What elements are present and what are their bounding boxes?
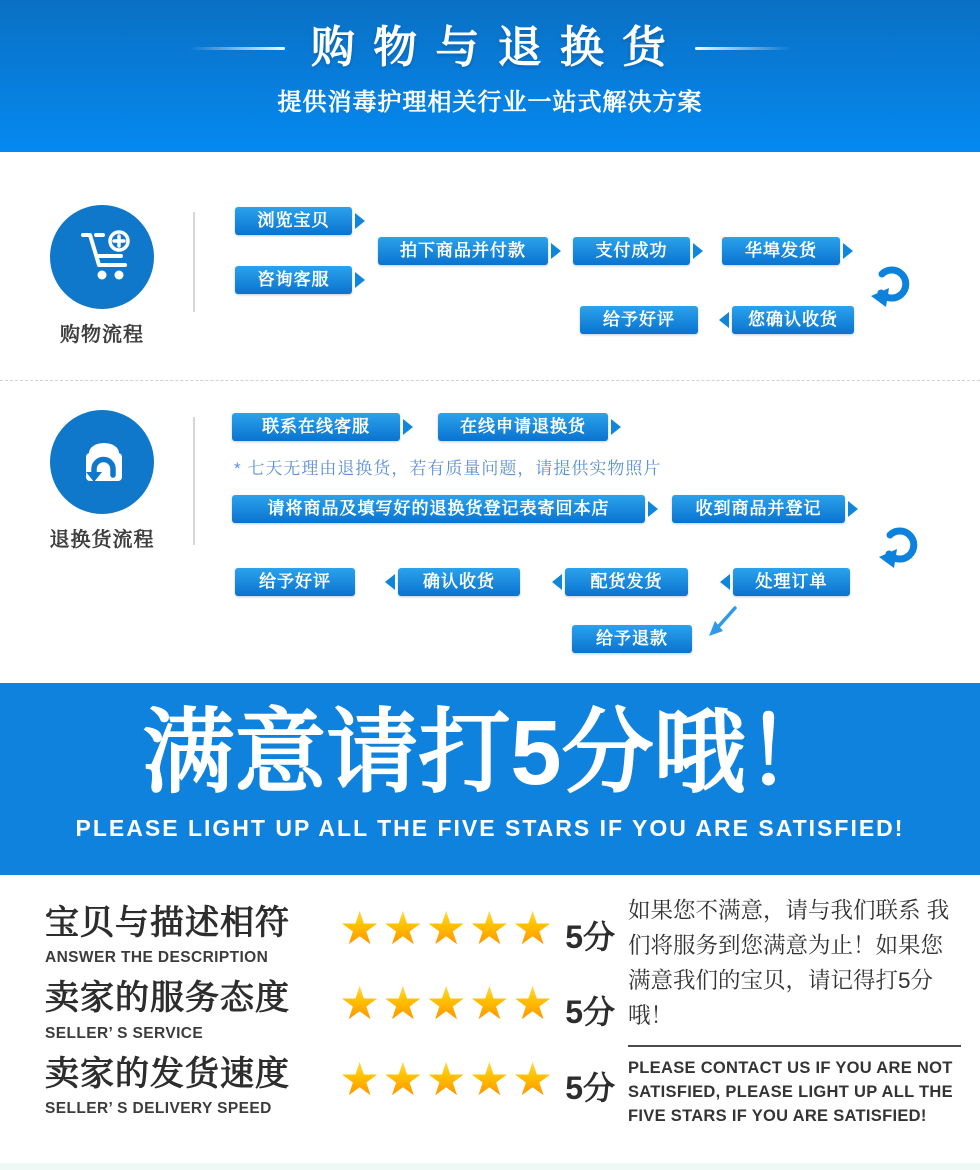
rating-row-delivery bbox=[45, 1052, 616, 1118]
shopping-flow-label: 购物流程 bbox=[60, 324, 144, 346]
flow-step-pay-success: 支付成功 bbox=[573, 237, 690, 265]
rating-section bbox=[0, 875, 980, 1163]
flow-step-refund: 给予退款 bbox=[572, 625, 692, 653]
decorative-line-right bbox=[695, 47, 791, 50]
divider bbox=[628, 1045, 961, 1047]
page-title: 购 物 与 退 换 货 bbox=[310, 23, 670, 72]
flow-step-process-order: 处理订单 bbox=[733, 568, 850, 596]
bottom-strip bbox=[0, 1163, 980, 1170]
loop-arrow-icon bbox=[876, 523, 922, 574]
flow-step-ship: 华埠发货 bbox=[722, 237, 840, 265]
rating-row-service bbox=[45, 977, 616, 1042]
rating-rows bbox=[45, 902, 616, 1131]
score-label: 5分 bbox=[565, 994, 616, 1031]
flow-step-consult: 咨询客服 bbox=[235, 266, 352, 294]
flow-step-order-pay: 拍下商品并付款 bbox=[378, 237, 548, 265]
header-banner bbox=[0, 0, 980, 152]
flow-step-apply-return: 在线申请退换货 bbox=[438, 413, 608, 441]
rating-label-cn: 卖家的发货速度 bbox=[45, 1054, 290, 1093]
rating-label-en: SELLER’ S DELIVERY SPEED bbox=[45, 1100, 272, 1118]
score-label: 5分 bbox=[565, 919, 616, 955]
decorative-line-left bbox=[189, 47, 285, 50]
return-flow-section bbox=[0, 405, 980, 675]
returns-circle-badge bbox=[50, 410, 154, 514]
flow-step-dispatch: 配货发货 bbox=[565, 568, 688, 596]
diagonal-arrow-icon bbox=[704, 603, 740, 646]
vertical-divider bbox=[193, 417, 195, 545]
return-policy-note: * 七天无理由退换货，若有质量问题，请提供实物照片 bbox=[234, 459, 662, 478]
rating-row-description bbox=[45, 902, 616, 967]
flow-step-confirm-receipt: 您确认收货 bbox=[732, 306, 854, 334]
flow-step-confirm-receipt: 确认收货 bbox=[398, 568, 520, 596]
section-divider bbox=[0, 380, 980, 381]
return-flow-canvas bbox=[220, 405, 980, 675]
star-icon: ★★★★★ bbox=[339, 902, 556, 954]
vertical-divider bbox=[193, 212, 195, 312]
flow-step-browse: 浏览宝贝 bbox=[235, 207, 352, 235]
rating-label-cn: 卖家的服务态度 bbox=[45, 979, 290, 1018]
shopping-flow-section bbox=[0, 200, 980, 380]
contact-note bbox=[628, 893, 961, 1128]
rating-label-cn: 宝贝与描述相符 bbox=[45, 904, 290, 942]
star-icon: ★★★★★ bbox=[339, 1052, 556, 1105]
banner-title: 满意请打5分哦！ bbox=[142, 702, 838, 804]
package-return-icon bbox=[66, 424, 138, 501]
satisfaction-banner bbox=[0, 683, 980, 875]
flow-step-praise: 给予好评 bbox=[580, 306, 698, 334]
shopping-flow-canvas bbox=[220, 200, 980, 380]
cart-plus-icon bbox=[66, 219, 138, 296]
rating-label-en: SELLER’ S SERVICE bbox=[45, 1024, 204, 1042]
score-label: 5分 bbox=[565, 1069, 616, 1106]
banner-subtitle: PLEASE LIGHT UP ALL THE FIVE STARS IF YOU ARE SATISFIED! bbox=[75, 814, 905, 841]
shopping-circle-badge bbox=[50, 205, 154, 309]
flow-step-received-registered: 收到商品并登记 bbox=[672, 495, 845, 523]
return-flow-label: 退换货流程 bbox=[49, 529, 155, 551]
contact-note-en: PLEASE CONTACT US IF YOU ARE NOT SATISFIED, PLEASE LIGHT UP ALL THE FIVE STARS IF YOU ARE SATISFIED! bbox=[628, 1059, 953, 1125]
rating-label-en: ANSWER THE DESCRIPTION bbox=[45, 949, 269, 967]
flow-step-send-back: 请将商品及填写好的退换货登记表寄回本店 bbox=[232, 495, 645, 523]
flow-step-praise: 给予好评 bbox=[235, 568, 355, 596]
star-icon: ★★★★★ bbox=[339, 977, 556, 1030]
loop-arrow-icon bbox=[868, 262, 914, 313]
page-subtitle: 提供消毒护理相关行业一站式解决方案 bbox=[277, 89, 703, 117]
contact-note-cn: 如果您不满意，请与我们联系 我们将服务到您满意为止！如果您满意我们的宝贝，请记得打5分哦！ bbox=[628, 898, 950, 1028]
flow-step-contact-service: 联系在线客服 bbox=[232, 413, 400, 441]
